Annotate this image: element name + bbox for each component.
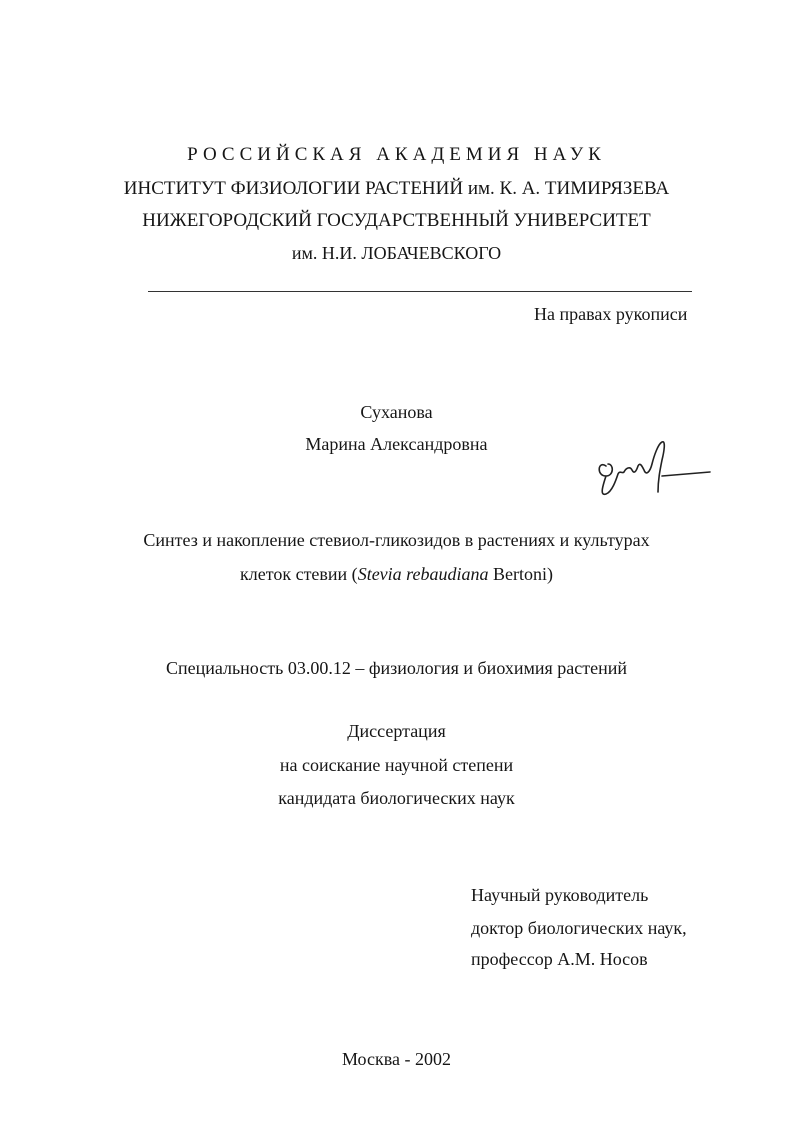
title-suffix: Bertoni) (488, 564, 553, 584)
species-name: Stevia rebaudiana (357, 564, 489, 584)
degree-line3: кандидата биологических наук (278, 788, 515, 808)
title-prefix: клеток стевии ( (239, 564, 358, 584)
signature-image (592, 436, 717, 506)
thesis-title-line1: Синтез и накопление стевиол-гликозидов в растениях и культурах (143, 530, 650, 550)
supervisor-line2: доктор биологических наук, (471, 918, 687, 938)
supervisor-line1: Научный руководитель (471, 885, 649, 905)
academy-heading: РОССИЙСКАЯ АКАДЕМИЯ НАУК (187, 144, 606, 165)
university-name: им. Н.И. ЛОБАЧЕВСКОГО (291, 243, 502, 263)
header-divider (148, 291, 692, 292)
degree-line2: на соискание научной степени (279, 755, 514, 775)
institute-heading: ИНСТИТУТ ФИЗИОЛОГИИ РАСТЕНИЙ им. К. А. ТИМИРЯЗЕВА (123, 178, 670, 199)
specialty: Специальность 03.00.12 – физиология и биохимия растений (165, 658, 628, 678)
manuscript-note: На правах рукописи (534, 304, 688, 324)
place-year: Москва - 2002 (342, 1049, 451, 1069)
author-surname: Суханова (360, 402, 433, 422)
supervisor-line3: профессор А.М. Носов (471, 949, 648, 969)
degree-line1: Диссертация (347, 721, 446, 741)
author-given-names: Марина Александровна (305, 434, 488, 454)
university-heading: НИЖЕГОРОДСКИЙ ГОСУДАРСТВЕННЫЙ УНИВЕРСИТЕТ (142, 210, 651, 231)
thesis-title-line2 (0, 563, 793, 585)
